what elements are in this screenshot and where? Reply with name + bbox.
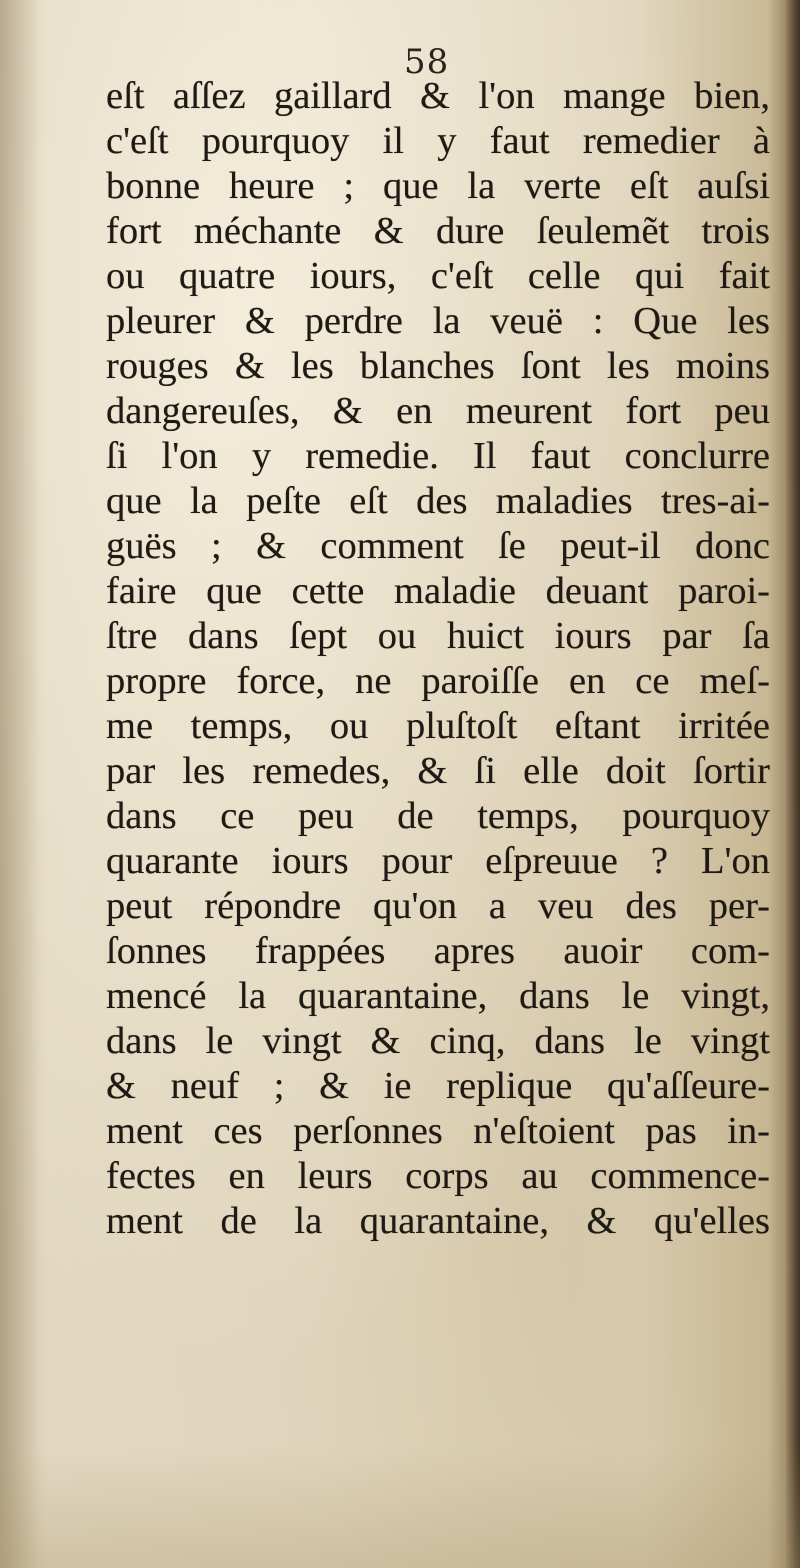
text-line: rouges & les blanches ſont les moins [106,345,770,387]
text-line: ſtre dans ſept ou huict iours par ſa [106,615,770,657]
text-line: ment de la quarantaine, & qu'elles [106,1200,770,1242]
gutter-shadow [0,0,40,1568]
text-line: dangereuſes, & en meurent fort peu [106,390,770,432]
text-line: fort méchante & dure ſeulemẽt trois [106,210,770,252]
text-line: guës ; & comment ſe peut-il donc [106,525,770,567]
text-line: par les remedes, & ſi elle doit ſortir [106,750,770,792]
text-line: c'eſt pourquoy il y faut remedier à [106,120,770,162]
text-line: ſi l'on y remedie. Il faut conclurre [106,435,770,477]
text-line: mencé la quarantaine, dans le vingt, [106,975,770,1017]
text-line: dans ce peu de temps, pourquoy [106,795,770,837]
text-line: que la peſte eſt des maladies tres-ai- [106,480,770,522]
text-line: peut répondre qu'on a veu des per- [106,885,770,927]
text-line: pleurer & perdre la veuë : Que les [106,300,770,342]
page-edge [786,0,800,1568]
text-line: propre force, ne paroiſſe en ce meſ- [106,660,770,702]
text-line: ou quatre iours, c'eſt celle qui fait [106,255,770,297]
text-line: bonne heure ; que la verte eſt auſsi [106,165,770,207]
body-text [106,74,770,1244]
page-bottom-shade [0,1448,800,1568]
text-line: & neuf ; & ie replique qu'aſſeure- [106,1065,770,1107]
text-line: me temps, ou pluſtoſt eſtant irritée [106,705,770,747]
text-line: fectes en leurs corps au commence- [106,1155,770,1197]
text-line: dans le vingt & cinq, dans le vingt [106,1020,770,1062]
text-line: ſonnes frappées apres auoir com- [106,930,770,972]
text-line: ment ces perſonnes n'eſtoient pas in- [106,1110,770,1152]
text-line: faire que cette maladie deuant paroi- [106,570,770,612]
text-line: eſt aſſez gaillard & l'on mange bien, [106,75,770,117]
page-number: 58 [404,42,450,82]
text-line: quarante iours pour eſpreuue ? L'on [106,840,770,882]
